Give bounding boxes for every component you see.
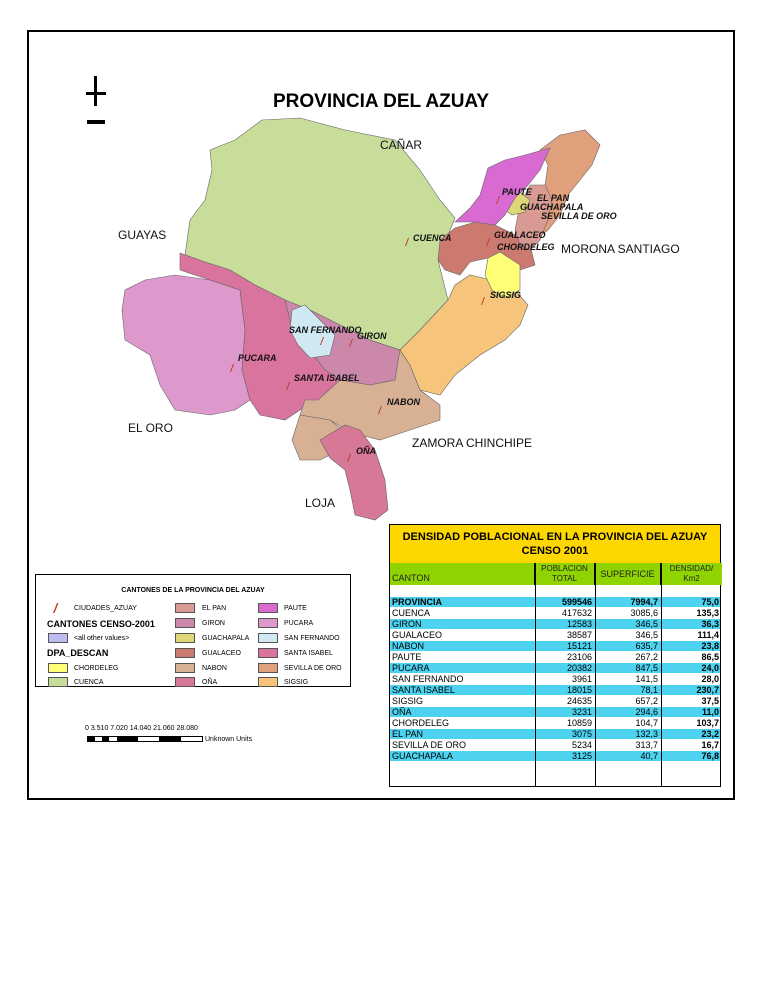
- city-label-sigsig: SIGSIG: [490, 290, 522, 300]
- table-cell-poblacion: 15121: [566, 641, 592, 651]
- region-label-el-oro: EL ORO: [128, 421, 173, 435]
- legend-swatch-guachapala: [175, 633, 195, 643]
- table-cell-densidad: 135,3: [696, 608, 719, 618]
- table-cell-densidad: 11,0: [701, 707, 719, 717]
- table-cell-canton: PUCARA: [392, 663, 430, 673]
- scale-ticks: 0 3.510 7.020 14.040 21.060 28.080: [85, 725, 198, 732]
- city-label-giron: GIRON: [357, 331, 387, 341]
- table-cell-canton: SANTA ISABEL: [392, 685, 455, 695]
- table-cell-densidad: 23,8: [701, 641, 719, 651]
- region-label-loja: LOJA: [305, 496, 336, 510]
- city-label-pucara: PUCARA: [238, 353, 277, 363]
- table-cell-poblacion: 3075: [571, 729, 592, 739]
- table-row: [390, 652, 720, 662]
- table-title: [390, 525, 720, 563]
- table-cell-poblacion: 417632: [561, 608, 592, 618]
- table-cell-superficie: 3085,6: [630, 608, 658, 618]
- city-label-cuenca: CUENCA: [413, 233, 452, 243]
- table-row: [390, 608, 720, 618]
- scale-bar: [87, 736, 203, 742]
- legend-swatch-nabon: [175, 663, 195, 673]
- legend-item-chordeleg: CHORDELEG: [74, 665, 119, 672]
- legend-item-ona: OÑA: [202, 679, 218, 686]
- table-cell-poblacion: 5234: [571, 740, 592, 750]
- table-row: [390, 630, 720, 640]
- table-cell-densidad: 16,7: [701, 740, 719, 750]
- legend-swatch-paute: [258, 603, 278, 613]
- table-cell-canton: SAN FERNANDO: [392, 674, 464, 684]
- table-cell-poblacion: 3125: [571, 751, 592, 761]
- legend-item-sigsig: SIGSIG: [284, 679, 309, 686]
- city-label-el-pan: EL PAN: [537, 193, 570, 203]
- legend-item-gualaceo: GUALACEO: [202, 650, 241, 657]
- table-cell-densidad: 76,8: [701, 751, 719, 761]
- city-label-guachapala: GUACHAPALA: [520, 202, 584, 212]
- table-cell-canton: PROVINCIA: [392, 597, 443, 607]
- table-cell-densidad: 37,5: [701, 696, 719, 706]
- table-cell-superficie: 294,6: [635, 707, 658, 717]
- table-cell-superficie: 267,2: [635, 652, 658, 662]
- column-header-densidad: DENSIDAD/ Km2: [661, 563, 722, 585]
- table-cell-superficie: 313,7: [635, 740, 658, 750]
- legend-item-guachapala: GUACHAPALA: [202, 635, 250, 642]
- legend-swatch-san-fernando: [258, 633, 278, 643]
- table-cell-canton: OÑA: [392, 707, 412, 717]
- city-label-nabon: NABON: [387, 397, 420, 407]
- table-title-line2: CENSO 2001: [521, 545, 589, 557]
- table-cell-superficie: 132,3: [635, 729, 658, 739]
- table-cell-canton: PAUTE: [392, 652, 422, 662]
- legend-item-nabon: NABON: [202, 665, 227, 672]
- table-cell-poblacion: 20382: [566, 663, 592, 673]
- table-row: [390, 619, 720, 629]
- table-cell-superficie: 104,7: [635, 718, 658, 728]
- canton-pucara: [122, 275, 250, 415]
- legend-item-giron: GIRON: [202, 620, 225, 627]
- scale-units: Unknown Units: [205, 736, 253, 743]
- table-cell-densidad: 86,5: [701, 652, 719, 662]
- table-cell-densidad: 23,2: [701, 729, 719, 739]
- table-row: [390, 674, 720, 684]
- table-cell-superficie: 40,7: [640, 751, 658, 761]
- legend-item-santa-isabel: SANTA ISABEL: [284, 650, 333, 657]
- table-cell-canton: GUACHAPALA: [392, 751, 453, 761]
- table-cell-superficie: 141,5: [635, 674, 658, 684]
- table-row: [390, 696, 720, 706]
- table-row: [390, 740, 720, 750]
- table-cell-canton: CUENCA: [392, 608, 431, 618]
- region-label-zamora-chinchipe: ZAMORA CHINCHIPE: [412, 436, 533, 450]
- city-label-ona: OÑA: [356, 446, 376, 456]
- city-label-gualaceo: GUALACEO: [494, 230, 546, 240]
- legend-swatch-gualaceo: [175, 648, 195, 658]
- legend-swatch-giron: [175, 618, 195, 628]
- table-title-line1: DENSIDAD POBLACIONAL EN LA PROVINCIA DEL AZUAY: [402, 531, 708, 543]
- table-row: [390, 707, 720, 717]
- legend-swatch-el-pan: [175, 603, 195, 613]
- legend-swatch-other: [48, 633, 68, 643]
- table-row: [390, 641, 720, 651]
- table-cell-poblacion: 23106: [566, 652, 592, 662]
- column-header-canton: CANTON: [390, 563, 535, 585]
- table-cell-densidad: 28,0: [701, 674, 719, 684]
- table-row: [390, 685, 720, 695]
- map-legend: [35, 574, 351, 687]
- legend-item-sevilla-de-oro: SEVILLA DE ORO: [284, 665, 342, 672]
- table-cell-densidad: 24,0: [701, 663, 719, 673]
- legend-item-el-pan: EL PAN: [202, 605, 227, 612]
- map-title: PROVINCIA DEL AZUAY: [273, 91, 490, 112]
- legend-swatch-pucara: [258, 618, 278, 628]
- table-cell-superficie: 847,5: [635, 663, 658, 673]
- legend-swatch-santa-isabel: [258, 648, 278, 658]
- legend-swatch-sevilla-de-oro: [258, 663, 278, 673]
- table-cell-poblacion: 3961: [571, 674, 592, 684]
- table-row: [390, 751, 720, 761]
- legend-item-san-fernando: SAN FERNANDO: [284, 635, 340, 642]
- table-cell-canton: CHORDELEG: [392, 718, 450, 728]
- column-header-superficie: SUPERFICIE: [595, 563, 661, 585]
- table-cell-densidad: 75,0: [701, 597, 719, 607]
- table-cell-canton: GUALACEO: [392, 630, 443, 640]
- legend-field-label: DPA_DESCAN: [47, 648, 109, 658]
- legend-item-paute: PAUTE: [284, 605, 307, 612]
- table-cell-densidad: 230,7: [696, 685, 719, 695]
- table-cell-superficie: 657,2: [635, 696, 658, 706]
- legend-item-pucara: PUCARA: [284, 620, 314, 627]
- density-table: [389, 524, 721, 787]
- legend-swatch-cuenca: [48, 677, 68, 687]
- column-divider: [595, 563, 596, 786]
- table-cell-poblacion: 12583: [566, 619, 592, 629]
- table-cell-canton: GIRON: [392, 619, 422, 629]
- table-cell-poblacion: 3231: [571, 707, 592, 717]
- city-marker-icon: [52, 603, 60, 613]
- legend-swatch-sigsig: [258, 677, 278, 687]
- table-cell-superficie: 346,5: [635, 619, 658, 629]
- legend-swatch-ona: [175, 677, 195, 687]
- table-cell-canton: EL PAN: [392, 729, 424, 739]
- table-cell-superficie: 346,5: [635, 630, 658, 640]
- city-label-chordeleg: CHORDELEG: [497, 242, 555, 252]
- column-header-poblacion: POBLACION TOTAL: [535, 563, 595, 585]
- column-divider: [535, 563, 536, 786]
- table-cell-superficie: 7994,7: [630, 597, 658, 607]
- table-cell-canton: SIGSIG: [392, 696, 424, 706]
- region-label-morona-santiago: MORONA SANTIAGO: [561, 242, 680, 256]
- legend-other-label: <all other values>: [74, 635, 130, 642]
- table-cell-superficie: 635,7: [635, 641, 658, 651]
- legend-title: CANTONES DE LA PROVINCIA DEL AZUAY: [121, 587, 265, 594]
- table-cell-poblacion: 24635: [566, 696, 592, 706]
- city-label-san-fernando: SAN FERNANDO: [289, 325, 362, 335]
- table-cell-densidad: 103,7: [696, 718, 719, 728]
- table-cell-poblacion: 599546: [561, 597, 592, 607]
- table-row: [390, 597, 720, 607]
- table-row: [390, 718, 720, 728]
- legend-layer-label: CANTONES CENSO-2001: [47, 619, 155, 629]
- region-label-guayas: GUAYAS: [118, 228, 167, 242]
- legend-item-cuenca: CUENCA: [74, 679, 104, 686]
- table-cell-superficie: 78,1: [640, 685, 658, 695]
- city-label-santa-isabel: SANTA ISABEL: [294, 373, 360, 383]
- table-cell-canton: SEVILLA DE ORO: [392, 740, 467, 750]
- table-row: [390, 663, 720, 673]
- table-cell-poblacion: 10859: [566, 718, 592, 728]
- legend-points-label: CIUDADES_AZUAY: [74, 605, 137, 612]
- table-cell-poblacion: 38587: [566, 630, 592, 640]
- table-cell-poblacion: 18015: [566, 685, 592, 695]
- region-label-canar: CAÑAR: [380, 138, 423, 152]
- table-row: [390, 729, 720, 739]
- legend-swatch-chordeleg: [48, 663, 68, 673]
- table-cell-densidad: 36,3: [701, 619, 719, 629]
- column-divider: [661, 563, 662, 786]
- city-label-paute: PAUTE: [502, 187, 532, 197]
- table-cell-canton: NABON: [392, 641, 425, 651]
- city-label-sevilla-de-oro: SEVILLA DE ORO: [541, 211, 617, 221]
- table-cell-densidad: 111,4: [697, 630, 719, 640]
